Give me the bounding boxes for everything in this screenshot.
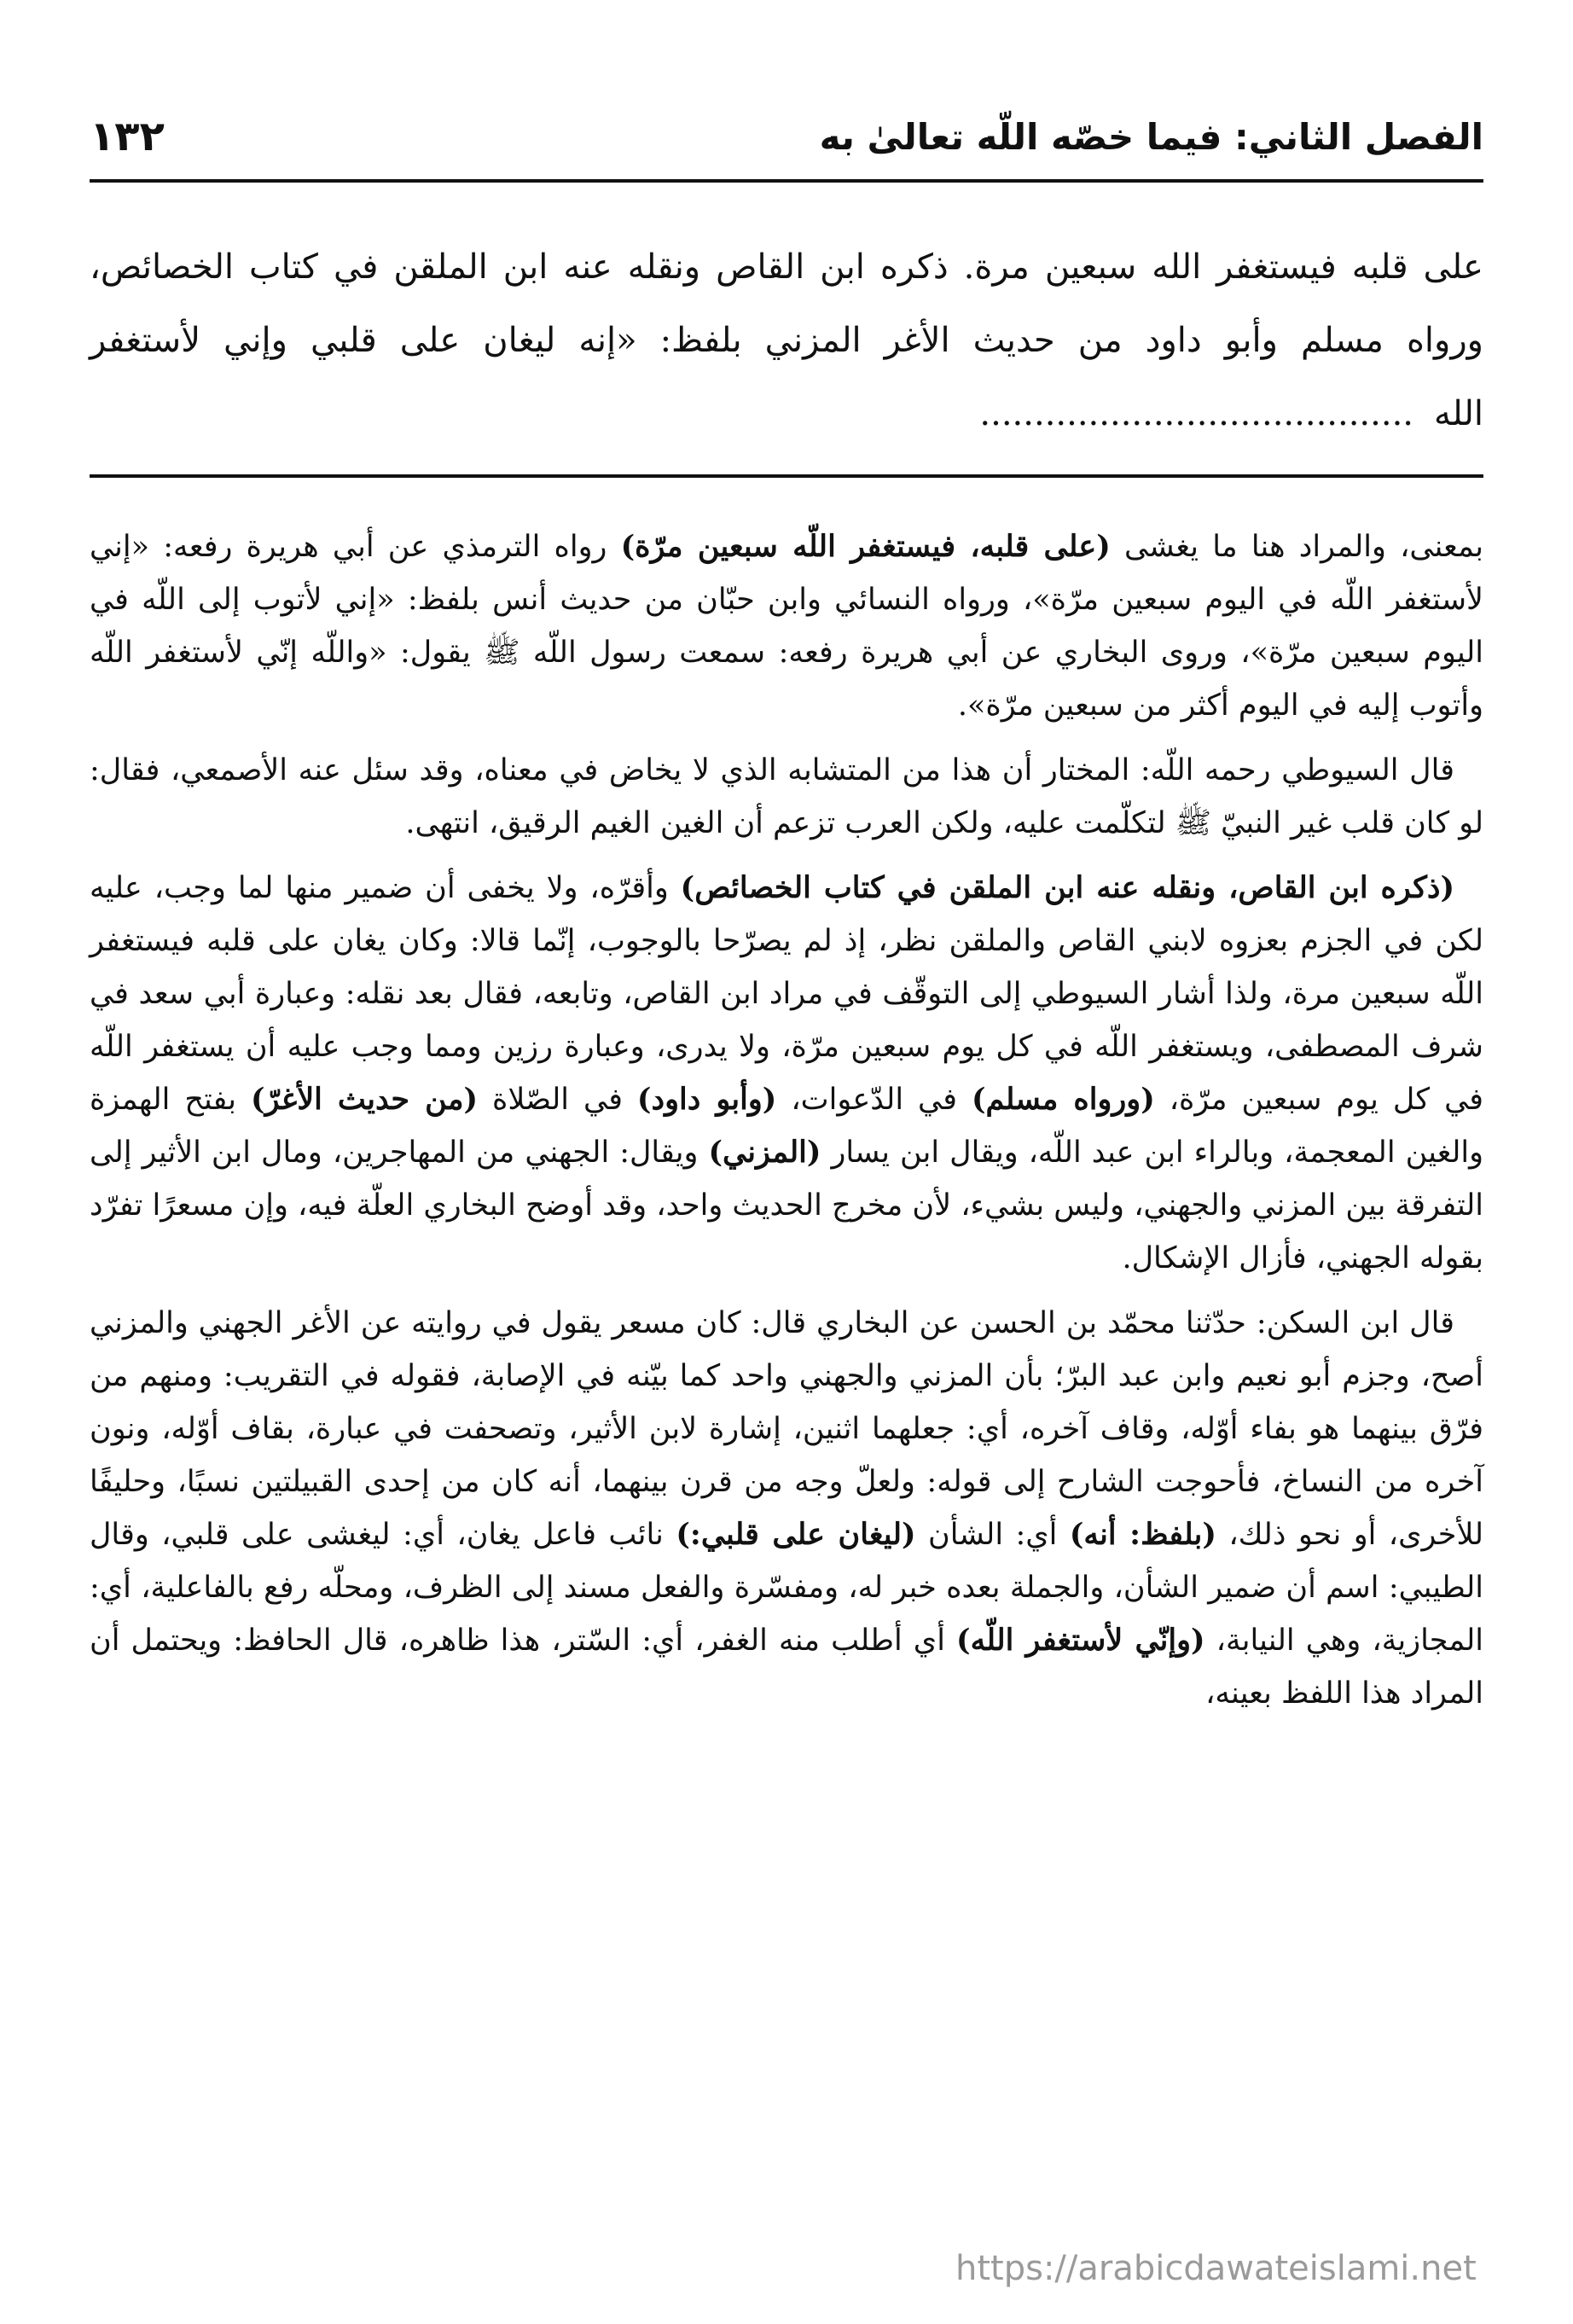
commentary-text-run: قال ابن السكن: حدّثنا محمّد بن الحسن عن البخاري قال: كان مسعر يقول في روايته عن الأغر الجهني والمزني أصح، وجزم أبو نعيم وابن عبد البرّ؛ بأن المزني والجهني واحد كما بيّنه في الإصابة، فقوله في التقريب: ومنهم من فرّق بينهما هو بفاء أوّله، وقاف آخره، أي: جعلهما اثنين، إشارة لابن الأثير، وتصحفت في عبارة، بقاف أوّله، ونون آخره من النساخ، فأحوجت الشارح إلى قوله: ولعلّ وجه من قرن بينهما، أنه كان من إحدى القبيلتين نسبًا، وحليفًا للأخرى، أو نحو ذلك، (90, 1306, 1483, 1552)
commentary-text-run: بمعنى، والمراد هنا ما يغشى (1110, 530, 1483, 564)
page-number: ١٣٢ (90, 113, 165, 160)
commentary-text-run: في الصّلاة (478, 1083, 637, 1117)
commentary-text-run: وأقرّه، ولا يخفى أن ضمير منها لما وجب، عليه لكن في الجزم بعزوه لابني القاص والملقن نظر، إذ لم يصرّحا بالوجوب، إنّما قالا: وكان يغان على قلبه فيستغفر اللّه سبعين مرة، ولذا أشار السيوطي إلى التوقّف في مراد ابن القاص، وتابعه، فقال بعد نقله: وعبارة أبي سعد في شرف المصطفى، ويستغفر اللّه في كل يوم سبعين مرّة، ولا يدرى، وعبارة رزين ومما وجب عليه أن يستغفر اللّه في كل يوم سبعين مرّة، (90, 871, 1483, 1117)
quoted-matn-phrase: (وإنّي لأستغفر اللّه) (956, 1623, 1205, 1658)
quoted-matn-phrase: (من حديث الأغرّ) (251, 1082, 479, 1117)
header-rule (90, 179, 1483, 183)
quoted-matn-phrase: (ليغان على قلبي:) (676, 1517, 916, 1552)
commentary-text-run: رواه الترمذي عن أبي هريرة رفعه: «إني لأستغفر اللّه في اليوم سبعين مرّة»، ورواه النسائي وابن حبّان من حديث أنس بلفظ: «إني لأتوب إلى اللّه في اليوم سبعين مرّة»، وروى البخاري عن أبي هريرة رفعه: سمعت رسول اللّه ﷺ يقول: «واللّه إنّي لأستغفر اللّه وأتوب إليه في اليوم أكثر من سبعين مرّة». (90, 530, 1483, 723)
commentary-text-run: ويقال: الجهني من المهاجرين، ومال ابن الأثير إلى التفرقة بين المزني والجهني، وليس بشيء، لأن مخرج الحديث واحد، وقد أوضح البخاري العلّة فيه، وإن مسعرًا تفرّد بقوله الجهني، فأزال الإشكال. (90, 1136, 1483, 1275)
running-header (90, 102, 1483, 171)
commentary-text-run: أي: الشأن (915, 1518, 1070, 1552)
commentary-paragraph: قال السيوطي رحمه اللّه: المختار أن هذا من المتشابه الذي لا يخاض في معناه، وقد سئل عنه الأصمعي، فقال: لو كان قلب غير النبيّ ﷺ لتكلّمت عليه، ولكن العرب تزعم أن الغين الغيم الرقيق، انتهى. (90, 753, 1483, 840)
quoted-matn-phrase: (وأبو داود) (636, 1082, 777, 1117)
source-watermark: https://arabicdawateislami.net (955, 2249, 1477, 2288)
quoted-matn-phrase: (ورواه مسلم) (971, 1082, 1155, 1117)
commentary-text (90, 520, 1483, 2227)
commentary-text-run: نائب فاعل يغان، أي: ليغشى على قلبي، وقال الطيبي: اسم أن ضمير الشأن، والجملة بعده خبر له، ومفسّرة والفعل مسند إلى الظرف، ومحلّه رفع بالفاعلية، أي: المجازية، وهي النيابة، (90, 1518, 1483, 1658)
commentary-paragraph (90, 862, 1483, 1285)
quoted-matn-phrase: (بلفظ: أنه) (1069, 1517, 1216, 1552)
commentary-text-run: بفتح الهمزة والغين المعجمة، وبالراء ابن عبد اللّه، ويقال ابن يسار (90, 1083, 1483, 1170)
quoted-matn-phrase: (على قلبه، فيستغفر اللّه سبعين مرّة) (620, 529, 1111, 564)
commentary-paragraph (90, 520, 1483, 732)
matn-separator-rule (90, 474, 1483, 478)
commentary-text-run: أي أطلب منه الغفر، أي: السّتر، هذا ظاهره، قال الحافظ: ويحتمل أن المراد هذا اللفظ بعينه، (90, 1624, 1483, 1711)
quoted-matn-phrase: (المزني) (708, 1135, 821, 1170)
matn-text (90, 230, 1483, 469)
chapter-title: الفصل الثاني: فيما خصّه اللّه تعالىٰ به (819, 115, 1483, 158)
commentary-paragraph (90, 1297, 1483, 1720)
matn-body: على قلبه فيستغفر الله سبعين مرة. ذكره ابن القاص ونقله عنه ابن الملقن في كتاب الخصائص، ورواه مسلم وأبو داود من حديث الأغر المزني بلفظ: «إنه ليغان على قلبي وإني لأستغفر الله (90, 247, 1484, 433)
quoted-matn-phrase: (ذكره ابن القاص، ونقله عنه ابن الملقن في كتاب الخصائص) (680, 870, 1454, 905)
commentary-text-run: في الدّعوات، (776, 1083, 972, 1117)
matn-ellipsis: ........................................ (979, 394, 1413, 433)
